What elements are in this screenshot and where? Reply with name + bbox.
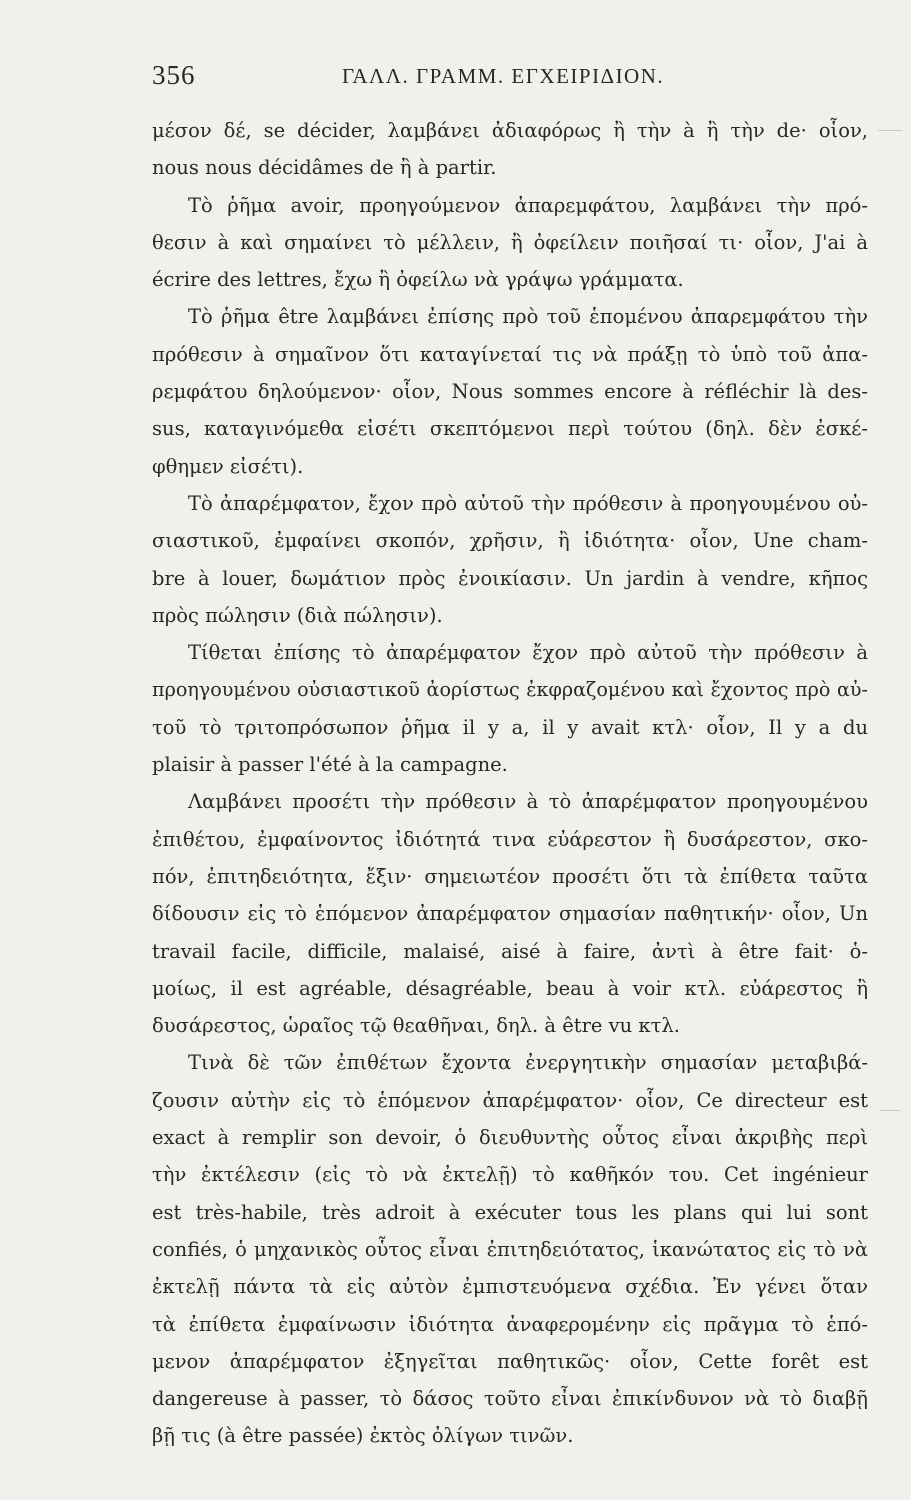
text-line: Τὸ ῥῆμα avoir, προηγούμενον ἀπαρεμφάτου, λαμβάνει τὴν πρό- xyxy=(188,193,868,217)
bleed-through-mark xyxy=(878,130,902,131)
text-line: ἐκτελῇ πάντα τὰ εἰς αὐτὸν ἐμπιστευόμενα σχέδια. Ἐν γένει ὅταν xyxy=(152,1275,868,1299)
text-line: τὰ ἐπίθετα ἐμφαίνωσιν ἰδιότητα ἀναφερομένην εἰς πρᾶγμα τὸ ἑπό- xyxy=(152,1312,868,1336)
text-line: φθημεν εἰσέτι). xyxy=(152,454,304,478)
text-line: μενον ἀπαρέμφατον ἐξηγεῖται παθητικῶς· οἷον, Cette forêt est xyxy=(152,1349,868,1373)
bleed-through-mark xyxy=(880,1110,900,1111)
text-line: μέσον δέ, se décider, λαμβάνει ἀδιαφόρως ἢ τὴν à ἢ τὴν de· οἷον, xyxy=(152,119,868,142)
text-line: est très-habile, très adroit à exécuter tous les plans qui lui sont xyxy=(152,1200,868,1224)
text-line: τὴν ἐκτέλεσιν (εἰς τὸ νὰ ἐκτελῇ) τὸ καθῆκόν του. Cet ingénieur xyxy=(152,1163,868,1187)
running-title: ΓΑΛΛ. ΓΡΑΜΜ. ΕΓΧΕΙΡΙΔΙΟΝ. xyxy=(342,64,665,88)
text-line: σιαστικοῦ, ἐμφαίνει σκοπόν, χρῆσιν, ἢ ἰδιότητα· οἷον, Une cham- xyxy=(152,529,868,553)
text-line: Τινὰ δὲ τῶν ἐπιθέτων ἔχοντα ἐνεργητικὴν σημασίαν μεταβιβά- xyxy=(188,1051,868,1075)
text-line: θεσιν à καὶ σημαίνει τὸ μέλλειν, ἢ ὀφείλειν ποιῆσαί τι· οἷον, J'ai à xyxy=(152,230,868,254)
text-line: μοίως, il est agréable, désagréable, beau à voir κτλ. εὐάρεστος ἢ xyxy=(152,976,868,1000)
text-line: τοῦ τὸ τριτοπρόσωπον ῥῆμα il y a, il y avait κτλ· οἷον, Il y a du xyxy=(152,715,868,739)
text-line: confiés, ὁ μηχανικὸς οὗτος εἶναι ἐπιτηδειότατος, ἱκανώτατος εἰς τὸ νὰ xyxy=(152,1237,868,1261)
page-header xyxy=(152,52,868,96)
text-line: προηγουμένου οὐσιαστικοῦ ἀορίστως ἐκφραζομένου καὶ ἔχοντος πρὸ αὐ- xyxy=(152,678,868,702)
text-line: sus, καταγινόμεθα εἰσέτι σκεπτόμενοι περὶ τούτου (δηλ. δὲν ἐσκέ- xyxy=(152,417,868,441)
text-line: Τὸ ῥῆμα être λαμβάνει ἐπίσης πρὸ τοῦ ἑπομένου ἀπαρεμφάτου τὴν xyxy=(188,305,868,329)
text-line: πρὸς πώλησιν (διὰ πώλησιν). xyxy=(152,603,443,627)
page-number: 356 xyxy=(152,60,196,90)
text-line: ρεμφάτου δηλούμενον· οἷον, Nous sommes encore à réfléchir là des- xyxy=(152,380,868,404)
text-line: ζουσιν αὐτὴν εἰς τὸ ἑπόμενον ἀπαρέμφατον· οἷον, Ce directeur est xyxy=(152,1088,868,1112)
text-line: écrire des lettres, ἔχω ἢ ὀφείλω νὰ γράψω γράμματα. xyxy=(152,268,684,292)
text-line: Τίθεται ἐπίσης τὸ ἀπαρέμφατον ἔχον πρὸ αὐτοῦ τὴν πρόθεσιν à xyxy=(188,641,868,665)
text-line: Τὸ ἀπαρέμφατον, ἔχον πρὸ αὐτοῦ τὴν πρόθεσιν à προηγουμένου οὐ- xyxy=(188,491,868,515)
text-line: βῇ τις (à être passée) ἐκτὸς ὀλίγων τινῶν. xyxy=(152,1424,574,1448)
body-text xyxy=(152,112,868,1455)
text-line: dangereuse à passer, τὸ δάσος τοῦτο εἶναι ἐπικίνδυνον νὰ τὸ διαβῇ xyxy=(152,1387,868,1411)
text-line: exact à remplir son devoir, ὁ διευθυντὴς οὗτος εἶναι ἀκριβὴς περὶ xyxy=(152,1126,868,1150)
text-line: πόν, ἐπιτηδειότητα, ἔξιν· σημειωτέον προσέτι ὅτι τὰ ἐπίθετα ταῦτα xyxy=(152,864,868,888)
text-line: Λαμβάνει προσέτι τὴν πρόθεσιν à τὸ ἀπαρέμφατον προηγουμένου xyxy=(188,790,868,814)
text-line: πρόθεσιν à σημαῖνον ὅτι καταγίνεταί τις νὰ πράξῃ τὸ ὑπὸ τοῦ ἀπα- xyxy=(152,342,868,366)
text-line: travail facile, difficile, malaisé, aisé à faire, ἀντὶ à être fait· ὁ- xyxy=(152,939,868,963)
text-line: bre à louer, δωμάτιον πρὸς ἐνοικίασιν. Un jardin à vendre, κῆπος xyxy=(152,566,868,590)
text-line: ἐπιθέτου, ἐμφαίνοντος ἰδιότητά τινα εὐάρεστον ἢ δυσάρεστον, σκο- xyxy=(152,827,868,851)
text-line: δυσάρεστος, ὡραῖος τῷ θεαθῆναι, δηλ. à être vu κτλ. xyxy=(152,1014,680,1038)
text-line: plaisir à passer l'été à la campagne. xyxy=(152,753,508,777)
text-line: δίδουσιν εἰς τὸ ἑπόμενον ἀπαρέμφατον σημασίαν παθητικήν· οἷον, Un xyxy=(152,902,868,926)
text-line: nous nous décidâmes de ἢ à partir. xyxy=(152,156,497,180)
